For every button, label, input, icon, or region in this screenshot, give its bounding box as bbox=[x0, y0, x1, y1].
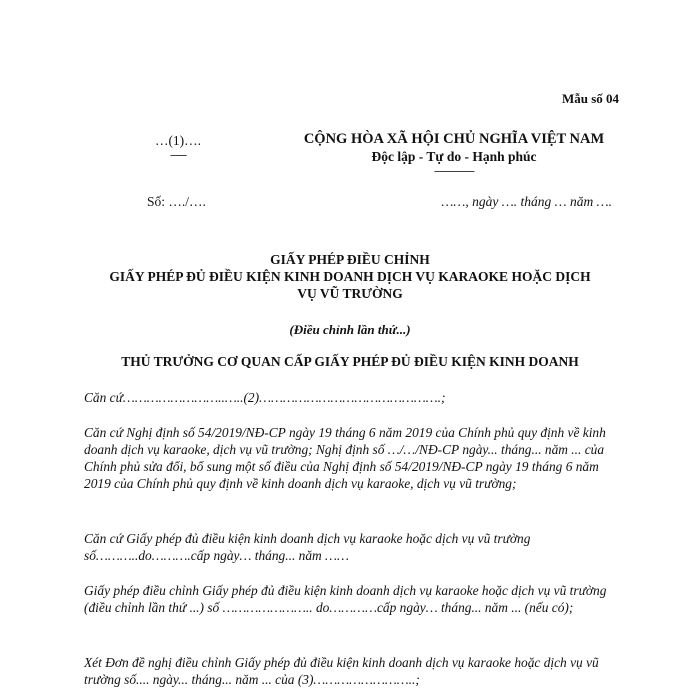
motto-rule: --------------- bbox=[434, 165, 474, 177]
title-line-3: VỤ VŨ TRƯỜNG bbox=[297, 286, 403, 301]
paragraph-decree: Căn cứ Nghị định số 54/2019/NĐ-CP ngày 19 tháng 6 năm 2019 của Chính phủ quy định về kinh doanh dịch vụ karaoke, dịch vụ vũ trường; Nghị định số …/…/NĐ-CP ngày... tháng... năm ... của Chính phủ sửa đổi, bổ sung một số điều của Nghị định số 54/2019/NĐ-CP ngày 19 tháng 6 năm 2019 của Chính phủ quy định về kinh doanh dịch vụ karaoke, dịch vụ vũ trường; bbox=[84, 425, 606, 491]
title-line-1: GIẤY PHÉP ĐIỀU CHỈNH bbox=[270, 252, 430, 267]
document-number: Số: …./…. bbox=[147, 194, 206, 209]
issuer-placeholder: …(1)…. bbox=[154, 133, 202, 148]
paragraph-legal-basis: Căn cứ……………………..…..(2)……………………………………….; bbox=[84, 390, 446, 405]
issuer-rule: ------ bbox=[170, 149, 186, 161]
national-motto: Độc lập - Tự do - Hạnh phúc bbox=[371, 149, 537, 164]
form-number: Mẫu số 04 bbox=[561, 91, 619, 106]
title-line-2: GIẤY PHÉP ĐỦ ĐIỀU KIỆN KINH DOANH DỊCH VỤ KARAOKE HOẶC DỊCH bbox=[109, 269, 591, 284]
adjustment-note: (Điều chỉnh lần thứ...) bbox=[289, 322, 411, 337]
place-date: ……, ngày …. tháng … năm …. bbox=[441, 194, 612, 209]
paragraph-application: Xét Đơn đề nghị điều chỉnh Giấy phép đủ điều kiện kinh doanh dịch vụ karaoke hoặc dịch vụ vũ trường số.... ngày... tháng... năm ... của (3)……………………..; bbox=[84, 655, 599, 687]
paragraph-adjusted-license: Giấy phép điều chỉnh Giấy phép đủ điều kiện kinh doanh dịch vụ karaoke hoặc dịch vụ vũ trường (điều chỉnh lần thứ ...) số ………………….. do…………cấp ngày… tháng... năm ... (nếu có); bbox=[84, 583, 607, 615]
paragraph-existing-license: Căn cứ Giấy phép đủ điều kiện kinh doanh dịch vụ karaoke hoặc dịch vụ vũ trường số………..do……….cấp ngày… tháng... năm …… bbox=[84, 531, 531, 563]
authority-heading: THỦ TRƯỞNG CƠ QUAN CẤP GIẤY PHÉP ĐỦ ĐIỀU KIỆN KINH DOANH bbox=[121, 354, 579, 369]
national-title: CỘNG HÒA XÃ HỘI CHỦ NGHĨA VIỆT NAM bbox=[303, 131, 605, 147]
